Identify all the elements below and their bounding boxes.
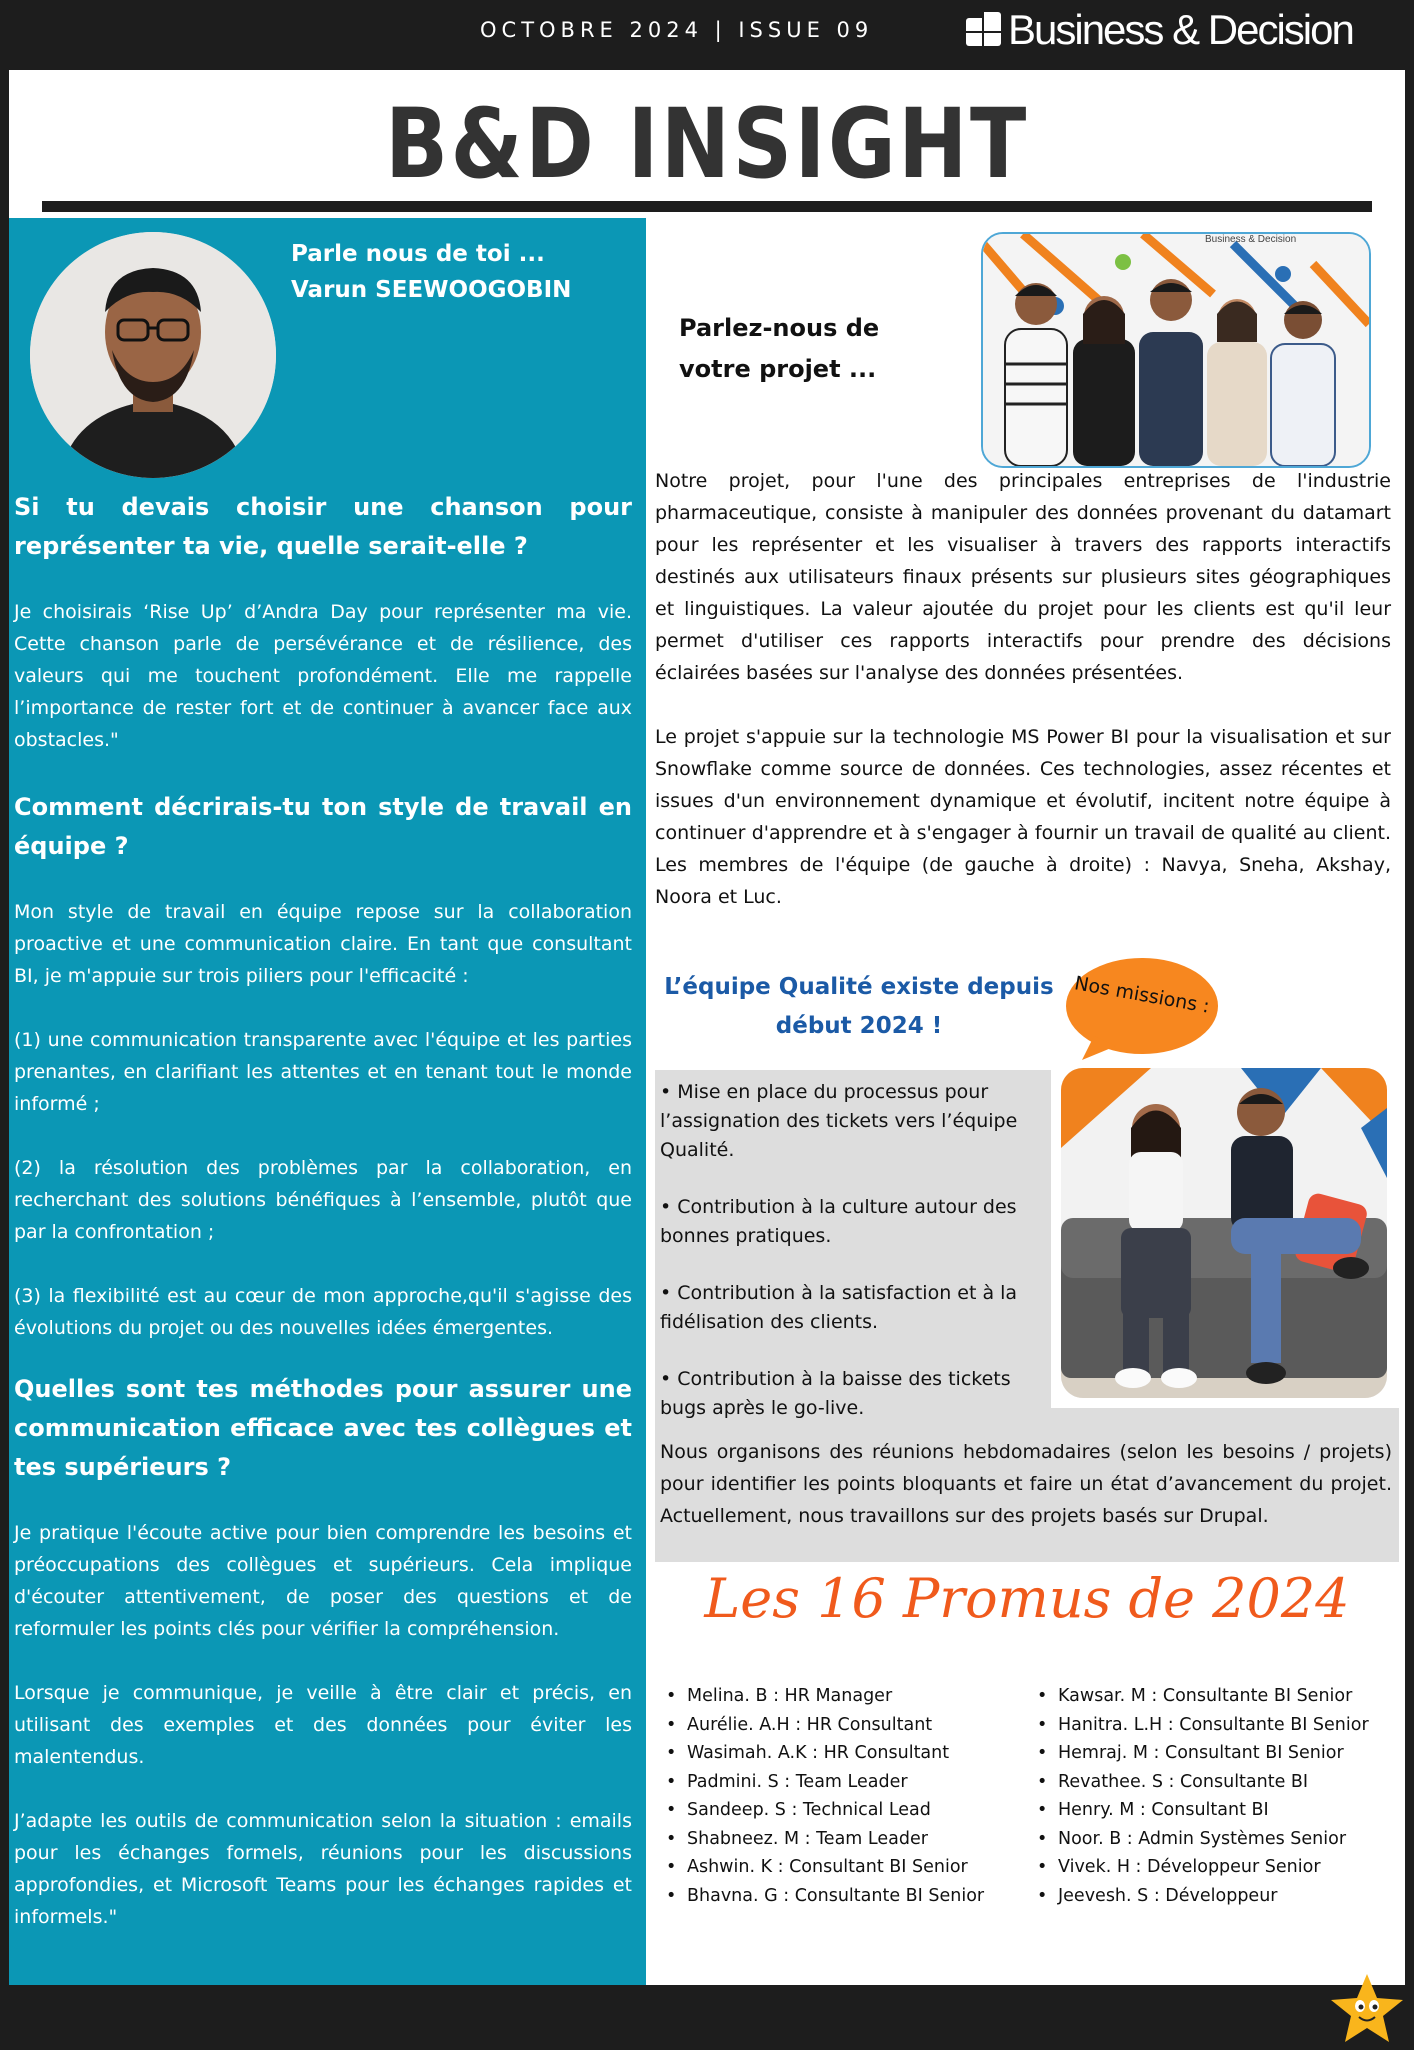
top-bar xyxy=(0,0,1414,70)
newsletter-page xyxy=(9,70,1405,1985)
answer-song: Je choisirais ‘Rise Up’ d’Andra Day pour représenter ma vie. Cette chanson parle de persévérance et de résilience, des valeurs qui me touchent profondément. Elle me rappelle l’importance de rester fort et de continuer à avancer face aux obstacles." xyxy=(14,601,632,751)
promotion-item: • Melina. B : HR Manager xyxy=(660,1682,984,1711)
promotion-item: • Wasimah. A.K : HR Consultant xyxy=(660,1739,984,1768)
promotions-title: Les 16 Promus de 2024 xyxy=(704,1567,1350,1630)
promotion-item: • Kawsar. M : Consultante BI Senior xyxy=(1031,1682,1369,1711)
interviewee-name: Varun SEEWOOGOBIN xyxy=(291,277,572,303)
team-photo xyxy=(981,232,1371,468)
promotion-item: • Henry. M : Consultant BI xyxy=(1031,1796,1369,1825)
interview-column xyxy=(9,218,646,1985)
quality-team-photo xyxy=(1061,1068,1387,1398)
brand-logo xyxy=(966,6,1353,54)
interview-intro xyxy=(291,236,571,308)
promotion-item: • Aurélie. A.H : HR Consultant xyxy=(660,1711,984,1740)
promotion-item: • Revathee. S : Consultante BI xyxy=(1031,1768,1369,1797)
answer-teamwork-point-2: (2) la résolution des problèmes par la collaboration, en recherchant des solutions bénéfiques à l’ensemble, plutôt que par la confrontation ; xyxy=(14,1157,632,1243)
promotion-item: • Noor. B : Admin Systèmes Senior xyxy=(1031,1825,1369,1854)
promotion-item: • Ashwin. K : Consultant BI Senior xyxy=(660,1853,984,1882)
mission-item: • Mise en place du processus pour l’assignation des tickets vers l’équipe Qualité. xyxy=(660,1081,1018,1161)
question-song: Si tu devais choisir une chanson pour représenter ta vie, quelle serait-elle ? xyxy=(14,493,632,560)
speech-bubble-text: Nos missions : xyxy=(1072,972,1212,1018)
meetings-paragraph: Nous organisons des réunions hebdomadaires (selon les besoins / projets) pour identifier les points bloquants et faire un état d’avancement du projet. Actuellement, nous travaillons sur des projets basés sur Drupal. xyxy=(660,1441,1392,1527)
answer-teamwork-intro: Mon style de travail en équipe repose sur la collaboration proactive et une communication claire. En tant que consultant BI, je m'appuie sur trois piliers pour l'efficacité : xyxy=(14,901,632,987)
promotion-item: • Vivek. H : Développeur Senior xyxy=(1031,1853,1369,1882)
promotion-item: • Padmini. S : Team Leader xyxy=(660,1768,984,1797)
masthead-title: B&D INSIGHT xyxy=(385,88,1029,200)
mission-item: • Contribution à la satisfaction et à la fidélisation des clients. xyxy=(660,1282,1018,1333)
project-paragraph-2: Le projet s'appuie sur la technologie MS Power BI pour la visualisation et sur Snowflake comme source de données. Ces technologies, assez récentes et issues d'un environnement dynamique et évolutif, incitent notre équipe à continuer d'apprendre et à s'engager à fournir un travail de qualité au client. Les membres de l'équipe (de gauche à droite) : Navya, Sneha, Akshay, Noora et Luc. xyxy=(655,726,1391,908)
masthead-rule xyxy=(42,201,1372,212)
mission-item: • Contribution à la baisse des tickets bugs après le go-live. xyxy=(660,1368,1011,1419)
answer-communication-2: Lorsque je communique, je veille à être clair et précis, en utilisant des exemples et des données pour éviter les malentendus. xyxy=(14,1682,632,1768)
answer-teamwork-point-1: (1) une communication transparente avec l'équipe et les parties prenantes, en clarifiant les attentes et en tenant tout le monde informé ; xyxy=(14,1029,632,1115)
answer-communication-3: J’adapte les outils de communication selon la situation : emails pour les échanges formels, réunions pour les discussions approfondies, et Microsoft Teams pour les échanges rapides et informels." xyxy=(14,1810,632,1928)
promotion-item: • Bhavna. G : Consultante BI Senior xyxy=(660,1882,984,1911)
question-teamwork: Comment décrirais-tu ton style de travail en équipe ? xyxy=(14,793,632,860)
missions-list xyxy=(660,1078,1050,1451)
issue-label: OCTOBRE 2024 | ISSUE 09 xyxy=(480,18,874,42)
question-communication: Quelles sont tes méthodes pour assurer une communication efficace avec tes collègues et tes supérieurs ? xyxy=(14,1375,632,1481)
promotion-item: • Hemraj. M : Consultant BI Senior xyxy=(1031,1739,1369,1768)
promotion-item: • Sandeep. S : Technical Lead xyxy=(660,1796,984,1825)
promotion-item: • Hanitra. L.H : Consultante BI Senior xyxy=(1031,1711,1369,1740)
interview-qa xyxy=(14,488,632,1965)
brand-mark-icon xyxy=(966,12,1002,48)
photo-wall-sign: Business & Decision xyxy=(1205,234,1297,245)
mission-item: • Contribution à la culture autour des bonnes pratiques. xyxy=(660,1196,1017,1247)
promotions-list-left xyxy=(660,1682,984,1910)
answer-teamwork-point-3: (3) la flexibilité est au cœur de mon approche,qu'il s'agisse des évolutions du projet ou des nouvelles idées émergentes. xyxy=(14,1285,632,1339)
quality-team-title: L’équipe Qualité existe depuis début 2024 ! xyxy=(664,974,1054,1039)
project-title: Parlez-nous de votre projet ... xyxy=(679,314,880,383)
project-paragraph-1: Notre projet, pour l'une des principales entreprises de l'industrie pharmaceutique, consiste à manipuler des données provenant du datamart pour les représenter et les visualiser à travers des rapports interactifs destinés aux utilisateurs finaux présents sur plusieurs sites géographiques et linguistiques. La valeur ajoutée du projet pour les clients est qu'il leur permet d'utiliser ces rapports interactifs pour prendre des décisions éclairées basées sur l'analyse des données présentées. xyxy=(655,470,1391,684)
portrait-photo xyxy=(30,232,276,478)
promotions-list-right xyxy=(1031,1682,1369,1910)
promotion-item: • Shabneez. M : Team Leader xyxy=(660,1825,984,1854)
brand-name: Business & Decision xyxy=(1008,6,1353,53)
answer-communication-1: Je pratique l'écoute active pour bien comprendre les besoins et préoccupations des collègues et supérieurs. Cela implique d'écouter attentivement, de poser des questions et de reformuler les points clés pour vérifier la compréhension. xyxy=(14,1522,632,1640)
project-description xyxy=(655,465,1391,945)
star-mascot-icon xyxy=(1327,1970,1407,2050)
promotion-item: • Jeevesh. S : Développeur xyxy=(1031,1882,1369,1911)
intro-line: Parle nous de toi ... xyxy=(291,241,545,267)
